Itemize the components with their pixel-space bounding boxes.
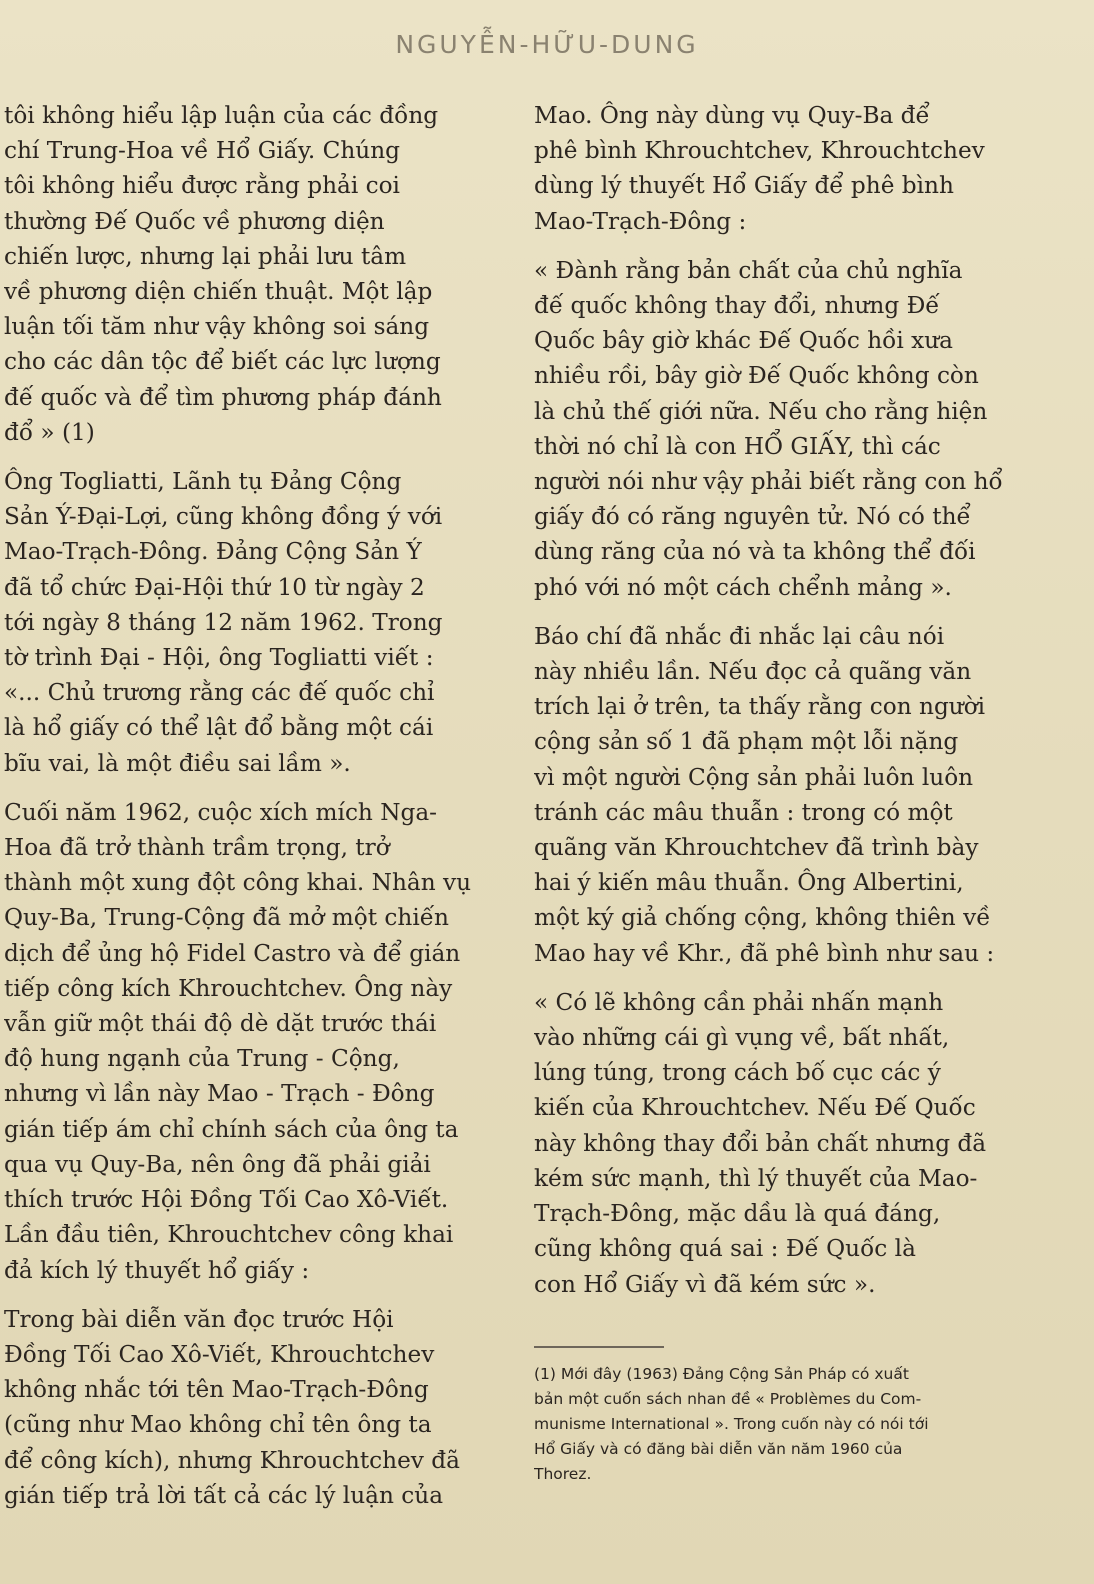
text-line: cộng sản số 1 đã phạm một lỗi nặng [534, 728, 959, 756]
text-line: đả kích lý thuyết hổ giấy : [4, 1256, 310, 1284]
text-line: Quy-Ba, Trung-Cộng đã mở một chiến [4, 904, 449, 932]
text-line: (cũng như Mao không chỉ tên ông ta [4, 1411, 432, 1439]
paragraph [4, 1302, 508, 1513]
text-line: trích lại ở trên, ta thấy rằng con người [534, 693, 986, 721]
text-line: gián tiếp ám chỉ chính sách của ông ta [4, 1115, 459, 1143]
text-line: luận tối tăm như vậy không soi sáng [4, 313, 430, 341]
text-line: Sản Ý-Đại-Lợi, cũng không đồng ý với [4, 503, 443, 531]
text-line: hai ý kiến mâu thuẫn. Ông Albertini, [534, 869, 964, 897]
text-line: Mao-Trạch-Đông : [534, 207, 747, 235]
text-line: không nhắc tới tên Mao-Trạch-Đông [4, 1376, 429, 1404]
text-line: thường Đế Quốc về phương diện [4, 207, 385, 235]
text-line: tiếp công kích Khrouchtchev. Ông này [4, 974, 453, 1002]
text-line: tránh các mâu thuẫn : trong có một [534, 798, 953, 826]
text-line: dùng lý thuyết Hổ Giấy để phê bình [534, 172, 954, 200]
footnote-line: munisme International ». Trong cuốn này có nói tới [534, 1414, 929, 1433]
text-line: Cuối năm 1962, cuộc xích mích Nga- [4, 798, 438, 826]
text-line: Đồng Tối Cao Xô-Viết, Khrouchtchev [4, 1340, 435, 1368]
text-line: cũng không quá sai : Đế Quốc là [534, 1235, 916, 1263]
text-line: vì một người Cộng sản phải luôn luôn [534, 763, 974, 791]
text-line: gián tiếp trả lời tất cả các lý luận của [4, 1481, 444, 1509]
right-column-paragraphs [534, 98, 1048, 1302]
left-column [4, 98, 508, 1527]
text-line: Ông Togliatti, Lãnh tụ Đảng Cộng [4, 468, 402, 496]
text-line: người nói như vậy phải biết rằng con hổ [534, 468, 1003, 496]
text-line: phó với nó một cách chểnh mảng ». [534, 573, 952, 601]
text-line: kém sức mạnh, thì lý thuyết của Mao- [534, 1164, 978, 1192]
footnote-line: bản một cuốn sách nhan đề « Problèmes du Com- [534, 1389, 922, 1408]
text-line: Quốc bây giờ khác Đế Quốc hồi xưa [534, 327, 953, 355]
text-line: đế quốc không thay đổi, nhưng Đế [534, 292, 940, 320]
paragraph [534, 253, 1048, 605]
text-line: vào những cái gì vụng về, bất nhất, [534, 1024, 950, 1052]
text-line: bĩu vai, là một điều sai lầm ». [4, 749, 351, 777]
text-line: về phương diện chiến thuật. Một lập [4, 278, 433, 306]
text-line: chí Trung-Hoa về Hổ Giấy. Chúng [4, 137, 400, 165]
text-line: Mao hay về Khr., đã phê bình như sau : [534, 939, 995, 967]
text-line: đế quốc và để tìm phương pháp đánh [4, 383, 442, 411]
text-line: này nhiều lần. Nếu đọc cả quãng văn [534, 658, 972, 686]
text-line: nhiều rồi, bây giờ Đế Quốc không còn [534, 362, 979, 390]
text-line: tôi không hiểu được rằng phải coi [4, 172, 400, 200]
text-line: tới ngày 8 tháng 12 năm 1962. Trong [4, 608, 443, 636]
text-line: «... Chủ trương rằng các đế quốc chỉ [4, 679, 435, 707]
text-line: quãng văn Khrouchtchev đã trình bày [534, 834, 979, 862]
paragraph [4, 795, 508, 1288]
text-line: lúng túng, trong cách bố cục các ý [534, 1059, 941, 1087]
text-line: Báo chí đã nhắc đi nhắc lại câu nói [534, 622, 945, 650]
footnote-line: Thorez. [534, 1464, 592, 1483]
text-line: nhưng vì lần này Mao - Trạch - Đông [4, 1080, 435, 1108]
text-line: « Có lẽ không cần phải nhấn mạnh [534, 988, 944, 1016]
text-line: giấy đó có răng nguyên tử. Nó có thể [534, 503, 971, 531]
text-line: một ký giả chống cộng, không thiên về [534, 904, 991, 932]
text-line: Lần đầu tiên, Khrouchtchev công khai [4, 1221, 454, 1249]
text-line: Trong bài diễn văn đọc trước Hội [4, 1305, 394, 1333]
text-line: tờ trình Đại - Hội, ông Togliatti viết : [4, 644, 434, 672]
text-line: dịch để ủng hộ Fidel Castro và để gián [4, 939, 461, 967]
text-line: chiến lược, nhưng lại phải lưu tâm [4, 242, 407, 270]
paragraph [534, 98, 1048, 239]
right-column [534, 98, 1048, 1487]
text-line: là hổ giấy có thể lật đổ bằng một cái [4, 714, 434, 742]
text-line: thời nó chỉ là con HỔ GIẤY, thì các [534, 432, 941, 460]
text-line: « Đành rằng bản chất của chủ nghĩa [534, 256, 963, 284]
text-line: thích trước Hội Đồng Tối Cao Xô-Viết. [4, 1186, 449, 1214]
footnote-rule [534, 1346, 664, 1348]
text-line: Mao-Trạch-Đông. Đảng Cộng Sản Ý [4, 538, 422, 566]
text-line: đổ » (1) [4, 418, 95, 446]
text-line: đã tổ chức Đại-Hội thứ 10 từ ngày 2 [4, 573, 425, 601]
paragraph [4, 98, 508, 450]
text-line: vẫn giữ một thái độ dè dặt trước thái [4, 1010, 437, 1038]
text-line: để công kích), nhưng Khrouchtchev đã [4, 1446, 460, 1474]
text-line: cho các dân tộc để biết các lực lượng [4, 348, 441, 376]
paragraph [534, 985, 1048, 1302]
footnote-line: Hổ Giấy và có đăng bài diễn văn năm 1960 của [534, 1439, 903, 1458]
text-line: Mao. Ông này dùng vụ Quy-Ba để [534, 102, 930, 129]
paragraph [4, 464, 508, 781]
text-line: Hoa đã trở thành trầm trọng, trở [4, 834, 390, 862]
paragraph [534, 619, 1048, 971]
text-line: qua vụ Quy-Ba, nên ông đã phải giải [4, 1150, 431, 1178]
text-line: là chủ thế giới nữa. Nếu cho rằng hiện [534, 397, 988, 425]
text-line: thành một xung đột công khai. Nhân vụ [4, 869, 472, 897]
text-line: tôi không hiểu lập luận của các đồng [4, 102, 439, 129]
text-line: độ hung ngạnh của Trung - Cộng, [4, 1045, 400, 1073]
footnote-line: (1) Mới đây (1963) Đảng Cộng Sản Pháp có xuất [534, 1364, 909, 1383]
running-header: NGUYỄN-HỮU-DUNG [395, 30, 699, 59]
footnote [534, 1362, 1048, 1487]
text-line: kiến của Khrouchtchev. Nếu Đế Quốc [534, 1094, 976, 1122]
text-line: dùng răng của nó và ta không thể đối [534, 538, 976, 566]
text-line: phê bình Khrouchtchev, Khrouchtchev [534, 137, 985, 165]
text-line: này không thay đổi bản chất nhưng đã [534, 1129, 987, 1157]
text-line: con Hổ Giấy vì đã kém sức ». [534, 1270, 876, 1298]
text-line: Trạch-Đông, mặc dầu là quá đáng, [534, 1200, 941, 1228]
